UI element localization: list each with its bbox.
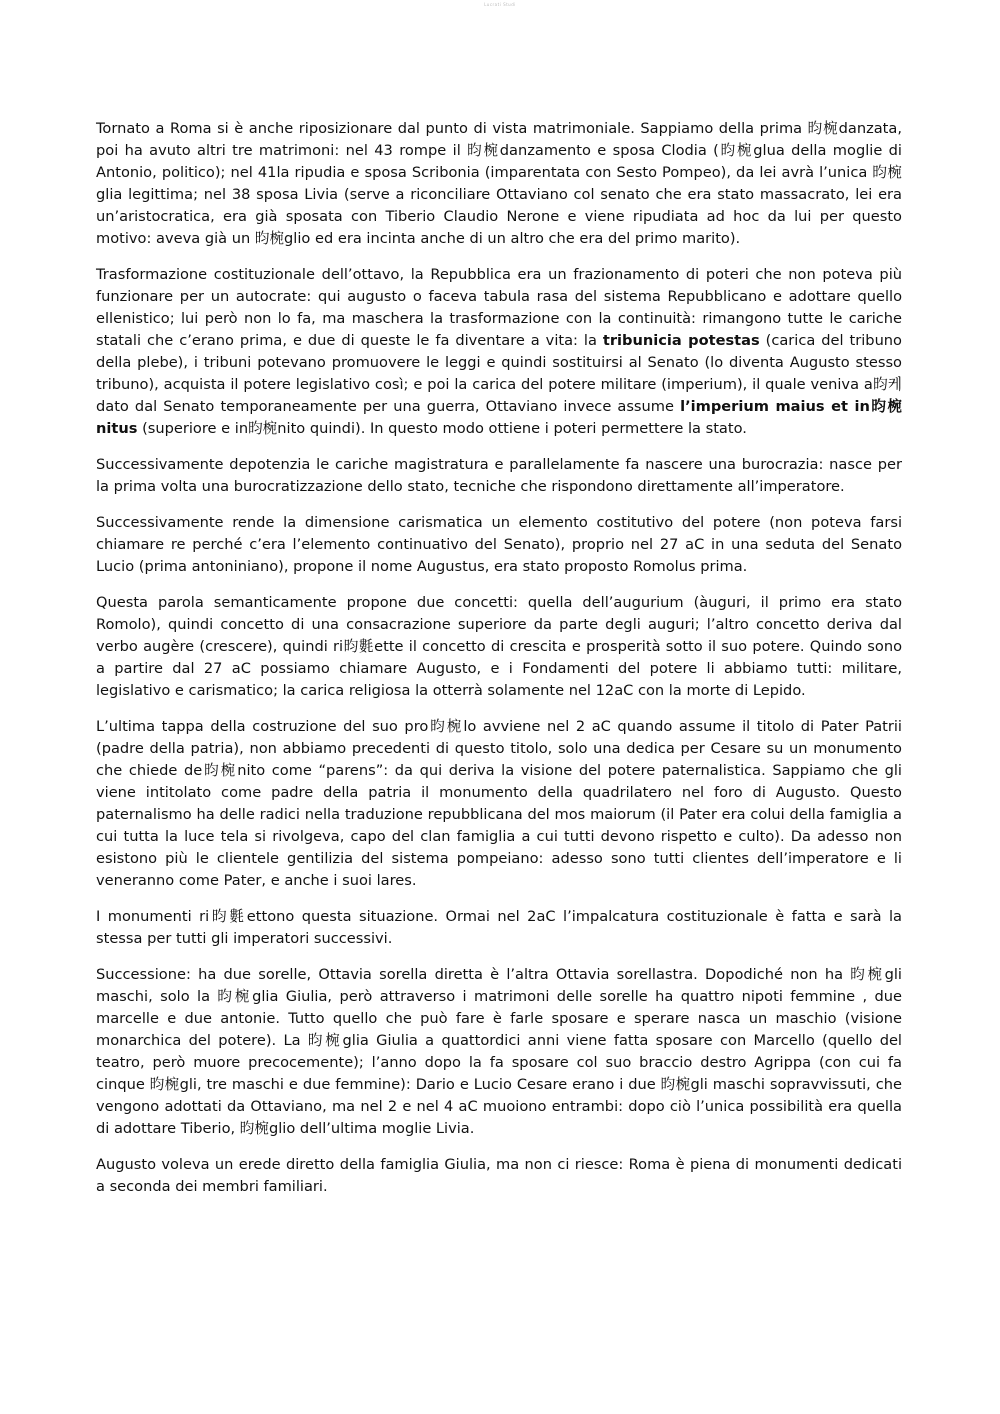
paragraph-monumenti: I monumenti ri昀氀ettono questa situazione. Ormai nel 2aC l’impalcatura costituzionale è fatta e sarà la stessa per tutti gli imperatori successivi. — [96, 908, 902, 947]
paragraph-erede: Augusto voleva un erede diretto della famiglia Giulia, ma non ci riesce: Roma è piena di monumenti dedicati a seconda dei membri familiari. — [96, 1156, 902, 1195]
bold-term: l’imperium maius et in昀椀nitus — [96, 398, 902, 437]
paragraph-burocrazia: Successivamente depotenzia le cariche magistratura e parallelamente fa nascere una burocrazia: nasce per la prima volta una burocratizzazione dello stato, tecniche che rispondono direttamente all’imperatore. — [96, 456, 902, 495]
paragraph-pater-patrii: L’ultima tappa della costruzione del suo pro昀椀lo avviene nel 2 aC quando assume il titolo di Pater Patrii (padre della patria), non abbiamo precedenti di questo titolo, solo una dedica per Cesare su un monumento che chiede de昀椀nito come “parens”: da qui deriva la visione del potere paternalistica. Sappiamo che gli viene intitolato come padre della patria il monumento della quadrilatero nel foro di Augusto. Questo paternalismo ha delle radici nella traduzione repubblicana del mos maiorum (il Pater era colui della famiglia a cui tutta la luce tela si rivolgeva, capo del clan famiglia a cui tutti devono rispetto e culto). Da adesso non esistono più le clientele gentilizia del sistema pompeiano: adesso sono tutti clientes dell’imperatore e li veneranno come Pater, e anche i suoi lares. — [96, 718, 902, 889]
paragraph-augurium: Questa parola semanticamente propone due concetti: quella dell’augurium (àuguri, il primo era stato Romolo), quindi concetto di una consacrazione superiore da parte degli auguri; l’altro concetto deriva dal verbo augère (crescere), quindi ri昀氀ette il concetto di crescita e prosperità sotto il suo potere. Quindo sono a partire dal 27 aC possiamo chiamare Augusto, e i Fondamenti del potere li abbiamo tutti: militare, legislativo e carismatico; la carica religiosa la otterrà solamente nel 12aC con la morte di Lepido. — [96, 594, 902, 699]
header-watermark: Lucrati Studi — [484, 2, 516, 7]
paragraph-trasformazione: Trasformazione costituzionale dell’ottavo, la Repubblica era un frazionamento di poteri che non poteva più funzionare per un autocrate: qui augusto o faceva tabula rasa del sistema Repubblicano e adottare quello ellenistico; lui però non lo fa, ma maschera la trasformazione con la continuità: rimangono tutte le cariche statali che c’erano prima, e due di queste le fa diventare a vita: la tribunicia potestas (carica del tribuno della plebe), i tribuni potevano promuovere le leggi e quindi sostituirsi al Senato (lo diventa Augusto stesso tribuno), acquista il potere legislativo così; e poi la carica del potere militare (imperium), il quale veniva a昀케dato dal Senato temporaneamente per una guerra, Ottaviano invece assume l’imperium maius et in昀椀nitus (superiore e in昀椀nito quindi). In questo modo ottiene i poteri permettere la stato. — [96, 266, 902, 437]
paragraph-carismatica: Successivamente rende la dimensione carismatica un elemento costitutivo del potere (non poteva farsi chiamare re perché c’era l’elemento continuativo del Senato), proprio nel 27 aC in una seduta del Senato Lucio (prima antoniniano), propone il nome Augustus, era stato proposto Romolus prima. — [96, 514, 902, 575]
paragraph-matrimoni: Tornato a Roma si è anche riposizionare dal punto di vista matrimoniale. Sappiamo della prima 昀椀danzata, poi ha avuto altri tre matrimoni: nel 43 rompe il 昀椀danzamento e sposa Clodia (昀椀glua della moglie di Antonio, politico); nel 41la ripudia e sposa Scribonia (imparentata con Sesto Pompeo), da lei avrà l’unica 昀椀glia legittima; nel 38 sposa Livia (serve a riconciliare Ottaviano col senato che era stato massacrato, lei era un’aristocratica, era già sposata con Tiberio Claudio Nerone e viene ripudiata ad hoc da lui per questo motivo: aveva già un 昀椀glio ed era incinta anche di un altro che era del primo marito). — [96, 120, 902, 247]
bold-term: tribunicia potestas — [602, 332, 760, 349]
document-body — [96, 118, 902, 1212]
paragraph-successione: Successione: ha due sorelle, Ottavia sorella diretta è l’altra Ottavia sorellastra. Dopodiché non ha 昀椀gli maschi, solo la 昀椀glia Giulia, però attraverso i matrimoni delle sorelle ha quattro nipoti femmine , due marcelle e due antonie. Tutto quello che può fare è farle sposare e sperare nasca un maschio (visione monarchica del potere). La 昀椀glia Giulia a quattordici anni viene fatta sposare con Marcello (quello del teatro, però muore precocemente); l’anno dopo la fa sposare col suo braccio destro Agrippa (con cui fa cinque 昀椀gli, tre maschi e due femmine): Dario e Lucio Cesare erano i due 昀椀gli maschi sopravvissuti, che vengono adottati da Ottaviano, ma nel 2 e nel 4 aC muoiono entrambi: dopo ciò l’unica possibilità era quella di adottare Tiberio, 昀椀glio dell’ultima moglie Livia. — [96, 966, 902, 1137]
